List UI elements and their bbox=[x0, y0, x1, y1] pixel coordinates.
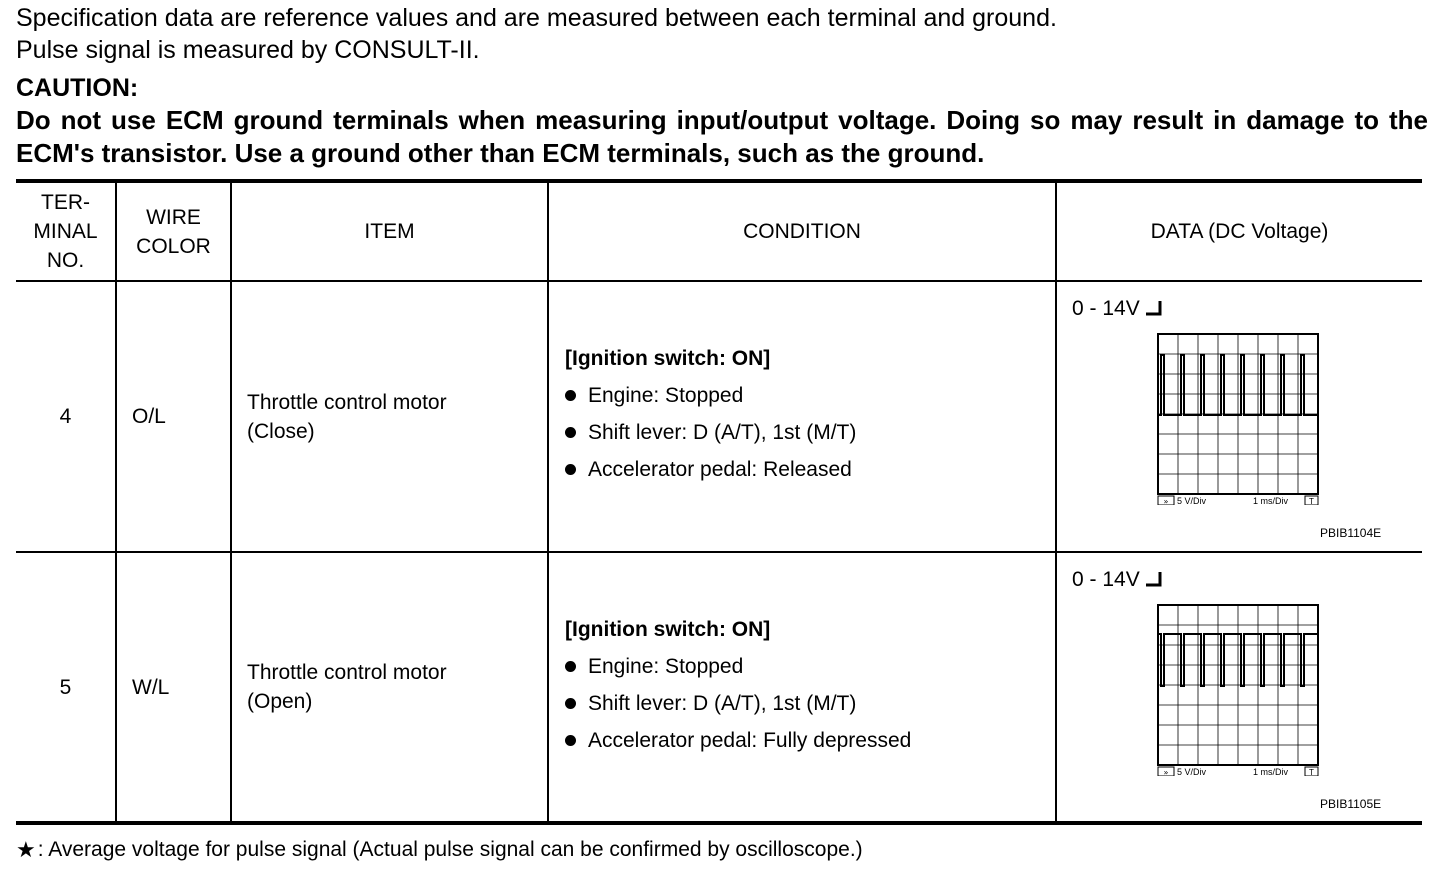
row-item-line: (Open) bbox=[247, 690, 313, 713]
condition-text: Engine: Stopped bbox=[588, 655, 744, 678]
scope-time-div: 1 ms/Div bbox=[1253, 767, 1289, 776]
data-value-text: 0 - 14V bbox=[1072, 297, 1140, 320]
scope-trigger: T bbox=[1309, 768, 1314, 776]
condition-item bbox=[565, 685, 911, 722]
scope-time-div: 1 ms/Div bbox=[1253, 496, 1289, 505]
condition-heading: [Ignition switch: ON] bbox=[565, 347, 771, 370]
row-data-value bbox=[1072, 567, 1164, 593]
row-data-value bbox=[1072, 296, 1164, 322]
row-condition bbox=[565, 340, 856, 488]
row-item-line: Throttle control motor bbox=[247, 390, 447, 414]
condition-item bbox=[565, 451, 856, 488]
enter-icon bbox=[1144, 571, 1164, 589]
header-wire-line: COLOR bbox=[136, 234, 211, 258]
bullet-icon bbox=[565, 390, 576, 401]
bullet-icon bbox=[565, 661, 576, 672]
scope-volt-div: 5 V/Div bbox=[1177, 767, 1207, 776]
row-wire-color: W/L bbox=[132, 675, 170, 699]
row-item-line: Throttle control motor bbox=[247, 661, 447, 684]
condition-item bbox=[565, 722, 911, 759]
table-bottom-rule bbox=[16, 821, 1422, 825]
condition-heading: [Ignition switch: ON] bbox=[565, 618, 771, 641]
header-wire-color bbox=[117, 183, 230, 280]
condition-item bbox=[565, 648, 911, 685]
scope-trigger: T bbox=[1309, 497, 1314, 505]
row-wire-color: O/L bbox=[132, 405, 166, 428]
row-terminal-no: 5 bbox=[59, 675, 72, 699]
double-chevron-icon: » bbox=[1163, 768, 1169, 776]
header-terminal-line: MINAL bbox=[33, 220, 98, 243]
header-item: ITEM bbox=[364, 220, 415, 243]
footnote bbox=[16, 836, 863, 864]
figure-id: PBIB1104E bbox=[1320, 526, 1382, 540]
condition-item bbox=[565, 377, 856, 414]
condition-text: Accelerator pedal: Fully depressed bbox=[588, 729, 912, 752]
header-condition: CONDITION bbox=[743, 220, 861, 243]
caution-text: Do not use ECM ground terminals when measuring input/output voltage. Doing so may result in damage to the ECM's transistor. Use a ground other than ECM terminals, such as the ground. bbox=[16, 105, 1428, 168]
star-icon: ★ bbox=[16, 837, 36, 862]
double-chevron-icon: » bbox=[1163, 497, 1169, 505]
header-wire-line: WIRE bbox=[146, 205, 201, 229]
waveform-graph bbox=[1157, 333, 1319, 505]
scope-volt-div: 5 V/Div bbox=[1177, 496, 1207, 505]
condition-item bbox=[565, 414, 856, 451]
condition-text: Shift lever: D (A/T), 1st (M/T) bbox=[588, 692, 857, 715]
bullet-icon bbox=[565, 735, 576, 746]
header-terminal-line: NO. bbox=[46, 249, 85, 272]
intro-line-1: Specification data are reference values and are measured between each terminal and ground. bbox=[16, 4, 1057, 32]
header-terminal-line: TER- bbox=[41, 191, 90, 214]
condition-text: Engine: Stopped bbox=[588, 384, 744, 407]
intro-line-2: Pulse signal is measured by CONSULT-II. bbox=[16, 36, 480, 64]
header-data: DATA (DC Voltage) bbox=[1150, 220, 1329, 243]
caution-title: CAUTION: bbox=[16, 74, 139, 102]
row-condition bbox=[565, 611, 911, 759]
row-item-line: (Close) bbox=[247, 419, 315, 443]
bullet-icon bbox=[565, 464, 576, 475]
bullet-icon bbox=[565, 427, 576, 438]
condition-text: Accelerator pedal: Released bbox=[588, 458, 852, 481]
oscilloscope-waveform bbox=[1157, 604, 1319, 776]
oscilloscope-waveform bbox=[1157, 333, 1319, 505]
condition-text: Shift lever: D (A/T), 1st (M/T) bbox=[588, 421, 857, 444]
bullet-icon bbox=[565, 698, 576, 709]
footnote-text: : Average voltage for pulse signal (Actual pulse signal can be confirmed by oscilloscope.) bbox=[37, 838, 863, 861]
row-item bbox=[247, 282, 547, 551]
enter-icon bbox=[1144, 300, 1164, 318]
row-terminal-no: 4 bbox=[59, 405, 72, 428]
row-item bbox=[247, 553, 547, 821]
waveform-graph bbox=[1157, 604, 1319, 776]
intro-text bbox=[16, 2, 1426, 66]
figure-id: PBIB1105E bbox=[1320, 797, 1382, 811]
header-terminal-no bbox=[16, 183, 115, 280]
data-value-text: 0 - 14V bbox=[1072, 568, 1140, 591]
